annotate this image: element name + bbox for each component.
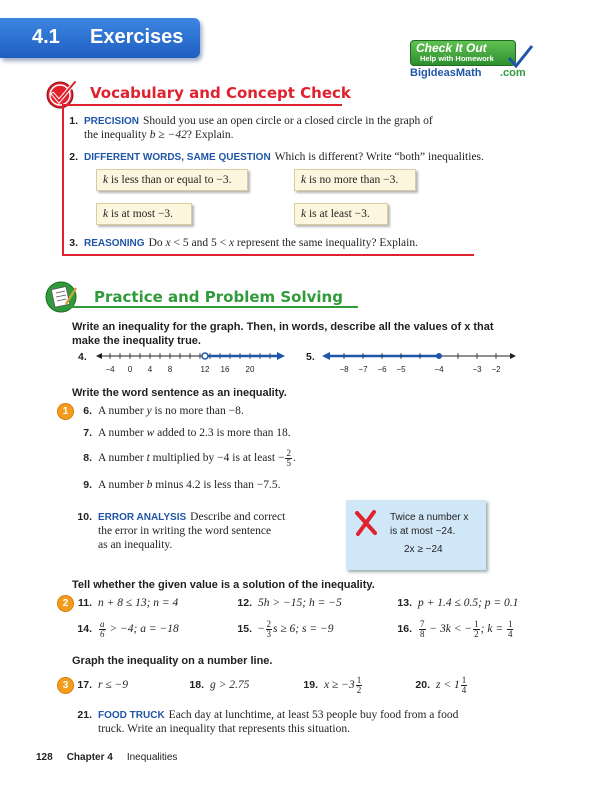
variable: b xyxy=(146,479,153,491)
tick-label: −3 xyxy=(472,365,482,374)
exercise-text: ? Explain. xyxy=(186,129,234,141)
exercise-5 xyxy=(306,350,321,364)
exercise-text: represent the same inequality? Explain. xyxy=(234,237,418,249)
fraction: $\frac{1}{4}$ xyxy=(461,674,467,695)
fraction: $\frac{a}{6}$ xyxy=(100,618,105,639)
inequality-math: r ≤ −9 xyxy=(98,679,129,691)
inequality-math: z < 1 xyxy=(436,679,460,691)
exercise-text: A number xyxy=(98,452,147,464)
exercise-number: 17. xyxy=(77,679,92,691)
error-card xyxy=(346,500,486,570)
variable: y xyxy=(146,405,152,417)
notepad-icon xyxy=(44,280,80,314)
exercise-17 xyxy=(72,678,128,692)
exercise-6 xyxy=(72,404,244,418)
exercise-text: Which is different? Write “both” inequalities. xyxy=(274,151,484,163)
exercise-number: 4. xyxy=(78,351,87,363)
tick-label: 8 xyxy=(167,365,173,374)
exercise-8 xyxy=(72,446,296,470)
exercise-11 xyxy=(72,596,178,610)
instruction-graph: Write an inequality for the graph. Then, in words, describe all the values of x that xyxy=(72,321,494,333)
exercise-number: 2. xyxy=(69,151,78,163)
inequality-math: x ≥ −3 xyxy=(324,679,355,691)
exercise-text: A number xyxy=(98,427,147,439)
exercise-10-line2: the error in writing the word sentence xyxy=(98,525,272,537)
exercise-18 xyxy=(184,678,249,692)
exercise-number: 1. xyxy=(69,115,78,127)
ray-arrow xyxy=(277,352,285,360)
minus-sign: − xyxy=(258,623,265,635)
open-circle xyxy=(202,353,208,359)
inequality-math: > −4; a = −18 xyxy=(106,623,179,635)
statement-text: is less than or equal to −3. xyxy=(108,174,232,186)
exercise-number: 11. xyxy=(77,597,92,609)
tick-label: −6 xyxy=(377,365,387,374)
statement-text: is at least −3. xyxy=(306,208,370,220)
exercise-12 xyxy=(232,596,342,610)
practice-heading: Practice and Problem Solving xyxy=(94,288,343,306)
closed-circle xyxy=(436,353,442,359)
tick-label: −8 xyxy=(339,365,349,374)
vocab-side-rule xyxy=(62,104,64,254)
practice-heading-line xyxy=(64,306,358,308)
tick-label: 20 xyxy=(245,365,255,374)
tick-label: 4 xyxy=(147,365,153,374)
exercise-15 xyxy=(232,616,334,642)
exercise-text: Should you use an open circle or a closed circle in the graph of xyxy=(143,115,433,127)
vocab-heading: Vocabulary and Concept Check xyxy=(90,84,351,102)
vocab-heading-line xyxy=(62,104,342,106)
exercise-keyword: FOOD TRUCK xyxy=(98,710,165,721)
exercise-number: 20. xyxy=(415,679,430,691)
variable: x xyxy=(228,237,235,249)
checkmark-icon xyxy=(44,78,78,112)
statement-box xyxy=(294,203,388,225)
fraction: $\frac{7}{8}$ xyxy=(420,618,425,639)
error-card-line2: is at most −24. xyxy=(390,526,456,537)
fraction: $\frac{2}{5}$ xyxy=(286,447,291,468)
statement-text: is at most −3. xyxy=(108,208,174,220)
exercise-text: minus 4.2 is less than −7.5. xyxy=(152,479,281,491)
instruction-graph-inequality: Graph the inequality on a number line. xyxy=(72,655,273,667)
example-badge-3[interactable]: 3 xyxy=(58,678,73,693)
exercise-number: 16. xyxy=(397,623,412,635)
exercise-number: 12. xyxy=(237,597,252,609)
variable: w xyxy=(146,427,155,439)
tick-label: −7 xyxy=(358,365,368,374)
exercise-3 xyxy=(58,236,418,251)
exercise-number: 10. xyxy=(77,511,92,523)
exercise-21 xyxy=(72,708,458,723)
statement-box xyxy=(96,203,192,225)
inequality-math: g > 2.75 xyxy=(210,679,250,691)
tick-label: −2 xyxy=(491,365,501,374)
chapter-label: Chapter 4 xyxy=(66,752,113,763)
tick-label: 12 xyxy=(200,365,210,374)
tick-label: 16 xyxy=(220,365,230,374)
example-badge-1[interactable]: 1 xyxy=(58,404,73,419)
page-footer xyxy=(36,752,177,763)
inequality-math: s ≥ 6; s = −9 xyxy=(273,623,334,635)
exercise-text: Each day at lunchtime, at least 53 people buy food from a food xyxy=(168,709,459,721)
exercise-14 xyxy=(72,616,179,642)
exercise-keyword: PRECISION xyxy=(84,116,140,127)
exercise-number: 19. xyxy=(303,679,318,691)
inequality-math: p + 1.4 ≤ 0.5; p = 0.1 xyxy=(418,597,519,609)
exercise-text: is no more than −8. xyxy=(151,405,244,417)
check-it-out-logo[interactable] xyxy=(410,40,532,84)
fraction: $\frac{1}{2}$ xyxy=(474,618,479,639)
exercise-number: 9. xyxy=(83,479,92,491)
exercise-number: 21. xyxy=(77,709,92,721)
section-banner xyxy=(0,18,200,58)
ray-arrow xyxy=(322,352,330,360)
exercise-text: the inequality xyxy=(84,129,150,141)
exercise-19 xyxy=(298,672,363,698)
exercise-1-line2 xyxy=(84,128,234,142)
exercise-text: . xyxy=(292,452,296,464)
inequality-math: − 3k < − xyxy=(426,623,473,635)
logo-site: BigIdeasMath xyxy=(410,67,482,79)
error-card-line3: 2x ≥ −24 xyxy=(404,544,443,555)
exercise-number: 18. xyxy=(189,679,204,691)
exercise-10-line3: as an inequality. xyxy=(98,539,173,551)
example-badge-2[interactable]: 2 xyxy=(58,596,73,611)
exercise-number: 14. xyxy=(77,623,92,635)
exercise-number: 7. xyxy=(83,427,92,439)
tick-label: −4 xyxy=(105,365,115,374)
check-mark-icon xyxy=(506,44,534,70)
exercise-text: A number xyxy=(98,405,147,417)
exercise-number: 6. xyxy=(83,405,92,417)
exercise-text: Describe and correct xyxy=(190,511,286,523)
variable: k xyxy=(103,208,109,220)
instruction-solution: Tell whether the given value is a solution of the inequality. xyxy=(72,579,375,591)
exercise-20 xyxy=(410,672,468,698)
inequality-math: n + 8 ≤ 13; n = 4 xyxy=(98,597,179,609)
instruction-word-sentence: Write the word sentence as an inequality. xyxy=(72,387,287,399)
statement-text: is no more than −3. xyxy=(306,174,399,186)
fraction: $\frac{1}{2}$ xyxy=(356,674,362,695)
variable: t xyxy=(146,452,150,464)
exercise-7 xyxy=(72,426,291,440)
inequality-math: 5h > −15; h = −5 xyxy=(258,597,342,609)
number-line-4 xyxy=(96,346,286,376)
exercise-keyword: ERROR ANALYSIS xyxy=(98,512,187,523)
variable: x xyxy=(165,237,171,249)
exercise-16 xyxy=(392,616,514,642)
exercise-keyword: REASONING xyxy=(84,238,145,249)
exercise-text: A number xyxy=(98,479,147,491)
variable: k xyxy=(301,208,307,220)
error-x-icon xyxy=(354,510,378,536)
exercise-number: 8. xyxy=(83,452,92,464)
logo-subtitle: Help with Homework xyxy=(420,54,494,63)
exercise-number: 3. xyxy=(69,237,78,249)
tick-label: −5 xyxy=(396,365,406,374)
fraction: $\frac{2}{3}$ xyxy=(266,618,271,639)
inequality-math: ; k = xyxy=(480,623,506,635)
inequality-math: b ≥ −42 xyxy=(149,129,187,141)
exercise-text: added to 2.3 is more than 18. xyxy=(154,427,291,439)
exercise-text: multiplied by −4 is at least − xyxy=(149,452,285,464)
fraction: $\frac{1}{4}$ xyxy=(507,618,513,639)
exercise-13 xyxy=(392,596,518,610)
instruction-graph-line2: make the inequality true. xyxy=(72,335,201,347)
variable: k xyxy=(301,174,307,186)
exercise-9 xyxy=(72,478,281,492)
exercise-4 xyxy=(78,350,93,364)
vocab-bottom-rule xyxy=(62,254,474,256)
error-card-line1: Twice a number x xyxy=(390,512,469,523)
statement-box xyxy=(96,169,248,191)
logo-domain: .com xyxy=(500,67,526,79)
statement-box xyxy=(294,169,416,191)
logo-title: Check It Out xyxy=(416,41,487,55)
exercise-2 xyxy=(58,150,484,165)
exercise-number: 13. xyxy=(397,597,412,609)
exercise-1 xyxy=(58,114,433,129)
number-line-5 xyxy=(322,346,518,376)
page-number: 128 xyxy=(36,752,53,763)
exercise-keyword: DIFFERENT WORDS, SAME QUESTION xyxy=(84,152,271,163)
section-number: 4.1 xyxy=(32,26,60,48)
section-title: Exercises xyxy=(90,26,184,48)
exercise-21-line2: truck. Write an inequality that represents this situation. xyxy=(98,723,350,735)
exercise-number: 15. xyxy=(237,623,252,635)
variable: k xyxy=(103,174,109,186)
exercise-text: Do xyxy=(148,237,166,249)
tick-label: −4 xyxy=(434,365,444,374)
chapter-title: Inequalities xyxy=(126,752,178,763)
exercise-number: 5. xyxy=(306,351,315,363)
exercise-10 xyxy=(72,510,285,525)
tick-label: 0 xyxy=(127,365,133,374)
exercise-text: < 5 and 5 < xyxy=(170,237,229,249)
